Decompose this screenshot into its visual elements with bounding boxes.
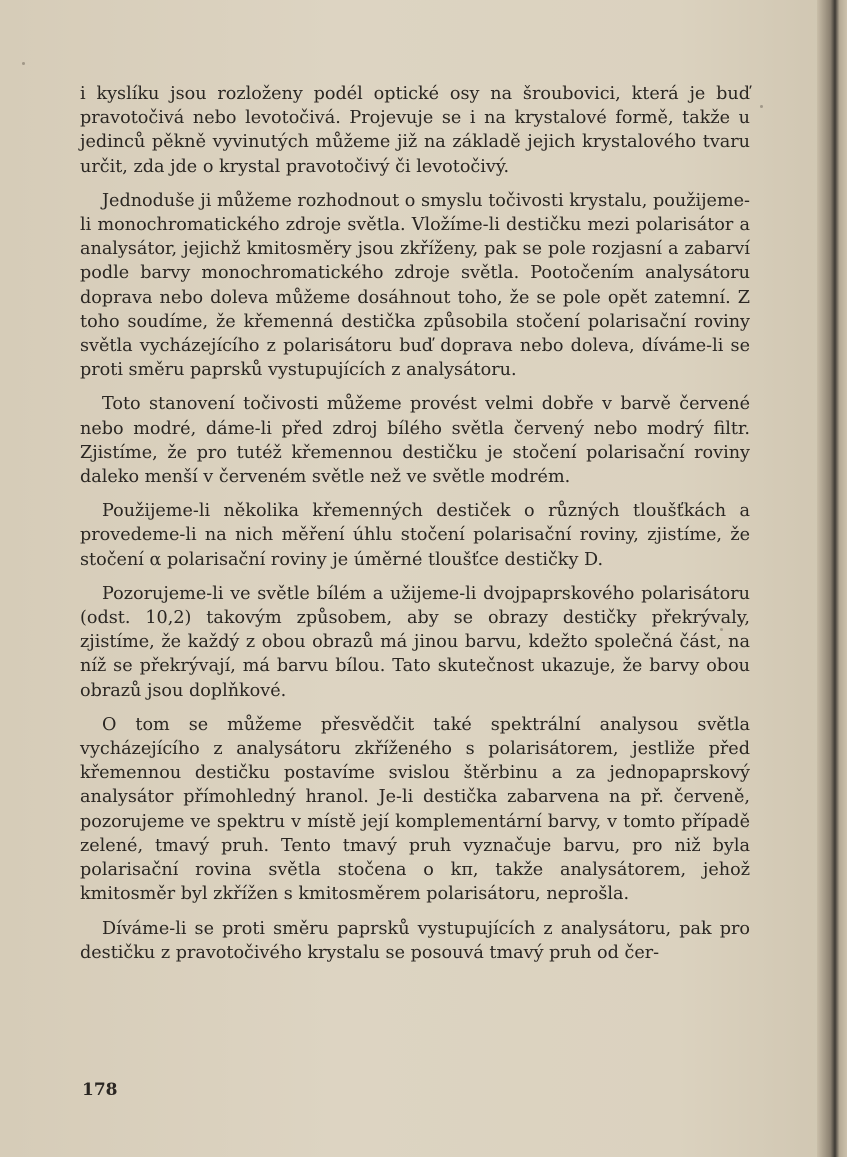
paragraph-6: O tom se můžeme přesvědčit také spektrální analysou světla vycházejícího z analysátoru zkříženého s polarisátorem, jestliže před křemennou destičku postavíme svislou štěrbinu a za jednopaprskový analysátor přímohledný hranol. Je-li destička zabarvena na př. červeně, pozorujeme ve spektru v místě její komplementární barvy, v tomto případě zelené, tmavý pruh. Tento tmavý pruh vyznačuje barvu, pro niž byla polarisační rovina světla stočena o kπ, takže analysátorem, jehož kmitosměr byl zkřížen s kmitosměrem polarisátoru, neprošla.: [80, 714, 750, 905]
body-text: [80, 82, 750, 975]
paper-speck: [22, 62, 25, 65]
paper-speck: [760, 105, 763, 108]
paragraph-1: i kyslíku jsou rozloženy podél optické osy na šroubovici, která je buď pravotočivá nebo levotočivá. Projevuje se i na krystalové formě, takže u jedinců pěkně vyvinutých můžeme již na základě jejich krystalového tvaru určit, zda jde o krystal pravotočivý či levotočivý.: [80, 84, 750, 177]
paragraph-2: Jednoduše ji můžeme rozhodnout o smyslu točivosti krystalu, použijeme-li monochromatického zdroje světla. Vložíme-li destičku mezi polarisátor a analysátor, jejichž kmitosměry jsou zkříženy, pak se pole rozjasní a zabarví podle barvy monochromatického zdroje světla. Pootočením analysátoru doprava nebo doleva můžeme dosáhnout toho, že se pole opět zatemní. Z toho soudíme, že křemenná destička způsobila stočení polarisační roviny světla vycházejícího z polarisátoru buď doprava nebo doleva, díváme-li se proti směru paprsků vystupujících z analysátoru.: [80, 190, 750, 381]
page-number: 178: [82, 1080, 118, 1100]
book-binding-shadow: [817, 0, 847, 1157]
paragraph-4: Použijeme-li několika křemenných destiček o různých tloušťkách a provedeme-li na nich měření úhlu stočení polarisační roviny, zjistíme, že stočení α polarisační roviny je úměrné tloušťce destičky D.: [80, 501, 750, 570]
paragraph-7: Díváme-li se proti směru paprsků vystupujících z analysátoru, pak pro destičku z pravotočivého krystalu se posouvá tmavý pruh od čer-: [80, 918, 750, 963]
paragraph-5: Pozorujeme-li ve světle bílém a užijeme-li dvojpaprskového polarisátoru (odst. 10,2) takovým způsobem, aby se obrazy destičky překrývaly, zjistíme, že každý z obou obrazů má jinou barvu, kdežto společná část, na níž se překrývají, má barvu bílou. Tato skutečnost ukazuje, že barvy obou obrazů jsou doplňkové.: [80, 583, 750, 701]
paper-speck: [720, 628, 723, 631]
paragraph-3: Toto stanovení točivosti můžeme provést velmi dobře v barvě červené nebo modré, dáme-li před zdroj bílého světla červený nebo modrý filtr. Zjistíme, že pro tutéž křemennou destičku je stočení polarisační roviny daleko menší v červeném světle než ve světle modrém.: [80, 394, 750, 488]
